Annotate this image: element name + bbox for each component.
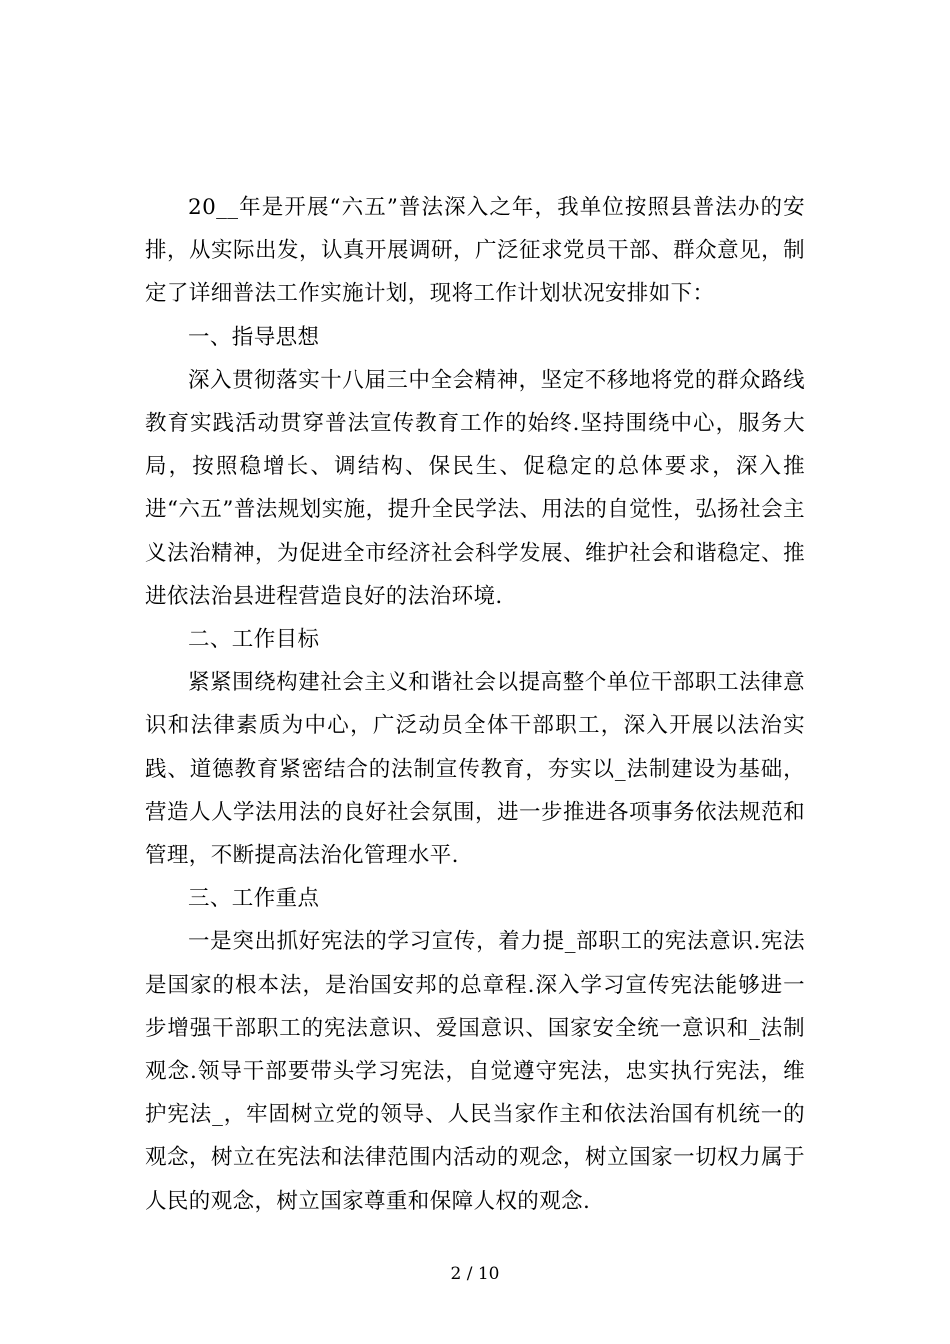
section-heading-work-focus: 三、工作重点 (188, 886, 320, 912)
section-heading-work-goals: 二、工作目标 (188, 627, 320, 653)
intro-paragraph: 20__年是开展“六五”普法深入之年，我单位按照县普法办的安排，从实际出发，认真开展调研，广泛征求党员干部、群众意见，制定了详细普法工作实施计划，现将工作计划状况安排如下： (145, 195, 805, 307)
work-focus-paragraph: 一是突出抓好宪法的学习宣传，着力提_部职工的宪法意识.宪法是国家的根本法，是治国安邦的总章程.深入学习宣传宪法能够进一步增强干部职工的宪法意识、爱国意识、国家安全统一意识和_法制观念.领导干部要带头学习宪法，自觉遵守宪法，忠实执行宪法，维护宪法_，牢固树立党的领导、人民当家作主和依法治国有机统一的观念，树立在宪法和法律范围内活动的观念，树立国家一切权力属于人民的观念，树立国家尊重和保障人权的观念. (145, 929, 805, 1214)
work-goals-paragraph: 紧紧围绕构建社会主义和谐社会以提高整个单位干部职工法律意识和法律素质为中心，广泛动员全体干部职工，深入开展以法治实践、道德教育紧密结合的法制宣传教育，夯实以_法制建设为基础，营造人人学法用法的良好社会氛围，进一步推进各项事务依法规范和管理，不断提高法治化管理水平. (145, 670, 805, 869)
section-heading-guiding-ideology: 一、指导思想 (188, 324, 320, 350)
document-body (145, 186, 805, 1223)
page-number: 2 / 10 (450, 1264, 500, 1284)
guiding-ideology-paragraph: 深入贯彻落实十八届三中全会精神，坚定不移地将党的群众路线教育实践活动贯穿普法宣传教育工作的始终.坚持围绕中心，服务大局，按照稳增长、调结构、保民生、促稳定的总体要求，深入推进“六五”普法规划实施，提升全民学法、用法的自觉性，弘扬社会主义法治精神，为促进全市经济社会科学发展、维护社会和谐稳定、推进依法治县进程营造良好的法治环境. (145, 367, 805, 609)
